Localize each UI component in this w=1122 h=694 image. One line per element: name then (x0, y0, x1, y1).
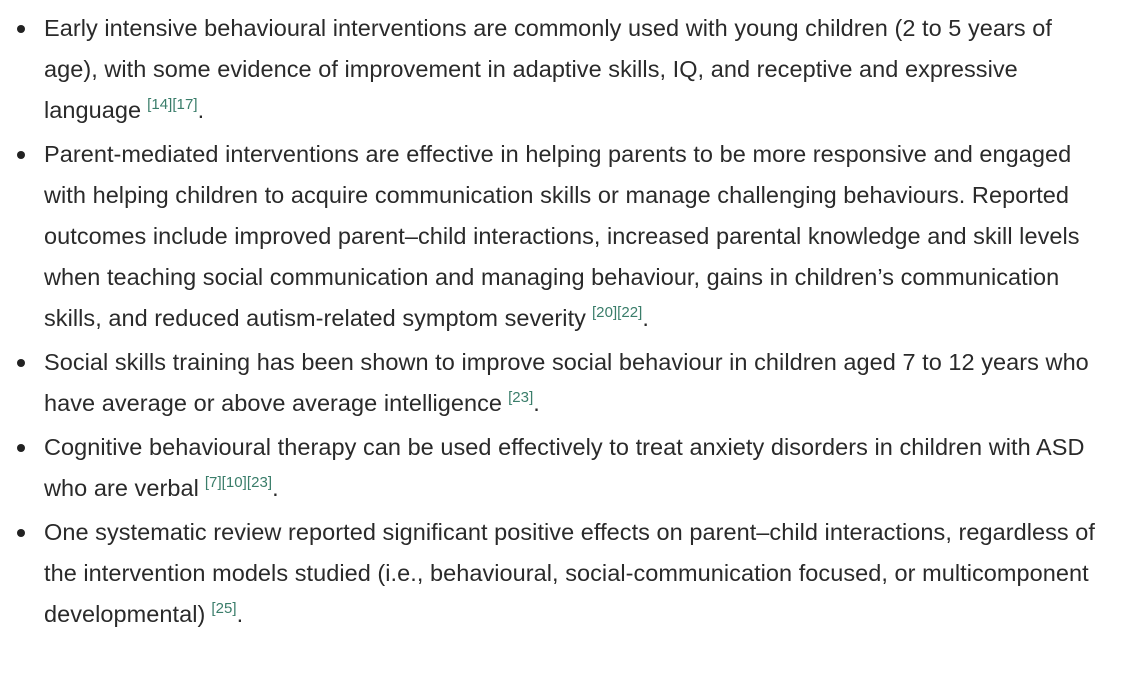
bullet-text: One systematic review reported significant positive effects on parent–child interactions, regardless of the intervention models studied (i.e., behavioural, social-communication focused, or multicomponent developmental) (44, 519, 1095, 627)
list-item (0, 134, 1122, 342)
bullet-text: Early intensive behavioural interventions are commonly used with young children (2 to 5 years of age), with some evidence of improvement in adaptive skills, IQ, and receptive and expressive language (44, 15, 1052, 123)
bullet-end: . (642, 305, 649, 331)
list-item (0, 8, 1122, 134)
bullet-dot-icon (17, 444, 25, 452)
bullet-text: Cognitive behavioural therapy can be used effectively to treat anxiety disorders in children with ASD who are verbal (44, 434, 1085, 501)
bullet-list (0, 8, 1122, 638)
list-item (0, 342, 1122, 427)
reference-links[interactable]: [25] (211, 600, 237, 617)
reference-links[interactable]: [23] (508, 389, 534, 406)
bullet-dot-icon (17, 25, 25, 33)
bullet-end: . (533, 390, 540, 416)
bullet-dot-icon (17, 529, 25, 537)
bullet-dot-icon (17, 359, 25, 367)
reference-links[interactable]: [20][22] (591, 304, 643, 321)
bullet-end: . (197, 97, 205, 123)
bullet-text: Social skills training has been shown to improve social behaviour in children aged 7 to 12 years who have average or above average intelligence (44, 349, 1089, 416)
content-area (0, 8, 1122, 638)
bullet-end: . (236, 601, 244, 627)
bullet-dot-icon (17, 151, 25, 159)
bullet-text: Parent-mediated interventions are effective in helping parents to be more responsive and engaged with helping children to acquire communication skills or manage challenging behaviours. Reported outcomes include improved parent–child interactions, increased parental knowledge and skill levels when teaching social communication and managing behaviour, gains in children’s communication skills, and reduced autism-related symptom severity (44, 141, 1080, 331)
reference-links[interactable]: [14][17] (147, 96, 198, 113)
bullet-end: . (272, 475, 279, 501)
list-item (0, 512, 1122, 638)
list-item (0, 427, 1122, 512)
reference-links[interactable]: [7][10][23] (204, 474, 273, 491)
